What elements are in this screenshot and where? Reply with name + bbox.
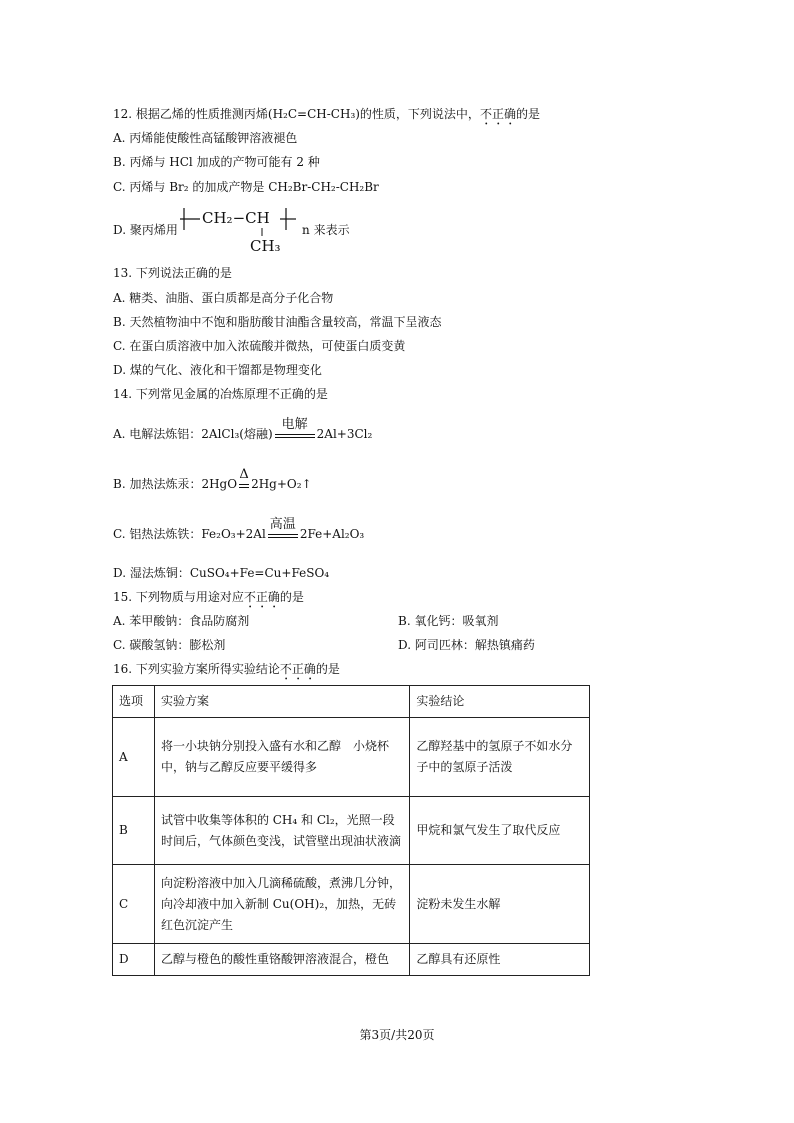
q13-option-b: B. 天然植物油中不饱和脂肪酸甘油酯含量较高，常温下呈液态 [113,315,442,329]
q14-option-b: B. 加热法炼汞：2HgO Δ 2Hg+O₂↑ [113,467,312,491]
table-cell-option: C [113,865,155,944]
q15-option-d: D. 阿司匹林：解热镇痛药 [398,638,535,652]
table-row [113,865,590,944]
q15-option-c: C. 碳酸氢钠：膨松剂 [113,638,226,652]
q13-option-c: C. 在蛋白质溶液中加入浓硫酸并微热，可使蛋白质变黄 [113,339,406,353]
q12-option-d-suffix: n 来表示 [302,223,350,237]
q14-option-d: D. 湿法炼铜：CuSO₄+Fe=Cu+FeSO₄ [113,566,330,580]
table-cell-conclusion: 乙醇羟基中的氢原子不如水分子中的氢原子活泼 [410,718,590,797]
table-cell-plan: 试管中收集等体积的 CH₄ 和 Cl₂，光照一段时间后，气体颜色变浅，试管壁出现油状液滴 [154,797,409,865]
table-cell-plan: 向淀粉溶液中加入几滴稀硫酸，煮沸几分钟，向冷却液中加入新制 Cu(OH)₂，加热，无砖红色沉淀产生 [154,865,409,944]
table-cell-option: B [113,797,155,865]
q13-option-d: D. 煤的气化、液化和干馏都是物理变化 [113,363,322,377]
table-cell-conclusion: 淀粉未发生水解 [410,865,590,944]
q15-stem: 15. 下列物质与用途对应不正确的是 [113,590,304,604]
table-cell-option: D [113,944,155,976]
q15-option-b: B. 氧化钙：吸氧剂 [398,614,499,628]
experiment-table [112,685,590,976]
q12-option-d-prefix: D. 聚丙烯用 [113,223,178,237]
q12-option-c: C. 丙烯与 Br₂ 的加成产物是 CH₂Br-CH₂-CH₂Br [113,180,379,194]
reaction-condition-c: 高温 [268,536,298,538]
polypropylene-structure [180,205,298,257]
q13-option-a: A. 糖类、油脂、蛋白质都是高分子化合物 [113,291,334,305]
reaction-condition-a: 电解 [275,436,315,438]
q14-option-c: C. 铝热法炼铁：Fe₂O₃+2Al 高温 2Fe+Al₂O₃ [113,517,365,541]
reaction-condition-b: Δ [239,486,249,488]
q14-stem: 14. 下列常见金属的冶炼原理不正确的是 [113,387,328,401]
q14-option-a: A. 电解法炼铝：2AlCl₃(熔融) 电解 2Al+3Cl₂ [113,417,373,441]
table-cell-conclusion: 乙醇具有还原性 [410,944,590,976]
q12-option-a: A. 丙烯能使酸性高锰酸钾溶液褪色 [113,131,298,145]
table-header-cell: 实验方案 [154,686,409,718]
q12-stem: 12. 根据乙烯的性质推测丙烯(H₂C=CH-CH₃)的性质，下列说法中，不正确的是 [113,107,540,121]
table-row [113,797,590,865]
q12-option-b: B. 丙烯与 HCl 加成的产物可能有 2 种 [113,155,320,169]
table-cell-option: A [113,718,155,797]
table-row [113,718,590,797]
polymer-main-chain: CH₂−CH [202,209,270,227]
page-footer: 第3页/共20页 [359,1028,435,1042]
q16-stem: 16. 下列实验方案所得实验结论不正确的是 [113,662,340,676]
polymer-n: n [302,223,310,237]
table-cell-plan: 乙醇与橙色的酸性重铬酸钾溶液混合，橙色 [154,944,409,976]
table-cell-conclusion: 甲烷和氯气发生了取代反应 [410,797,590,865]
table-header-cell: 选项 [113,686,155,718]
table-header-row [113,686,590,718]
table-row [113,944,590,976]
table-cell-plan: 将一小块钠分别投入盛有水和乙醇 小烧杯中，钠与乙醇反应要平缓得多 [154,718,409,797]
q15-option-a: A. 苯甲酸钠：食品防腐剂 [113,614,250,628]
table-header-cell: 实验结论 [410,686,590,718]
polymer-branch: CH₃ [250,237,281,255]
q13-stem: 13. 下列说法正确的是 [113,266,232,280]
